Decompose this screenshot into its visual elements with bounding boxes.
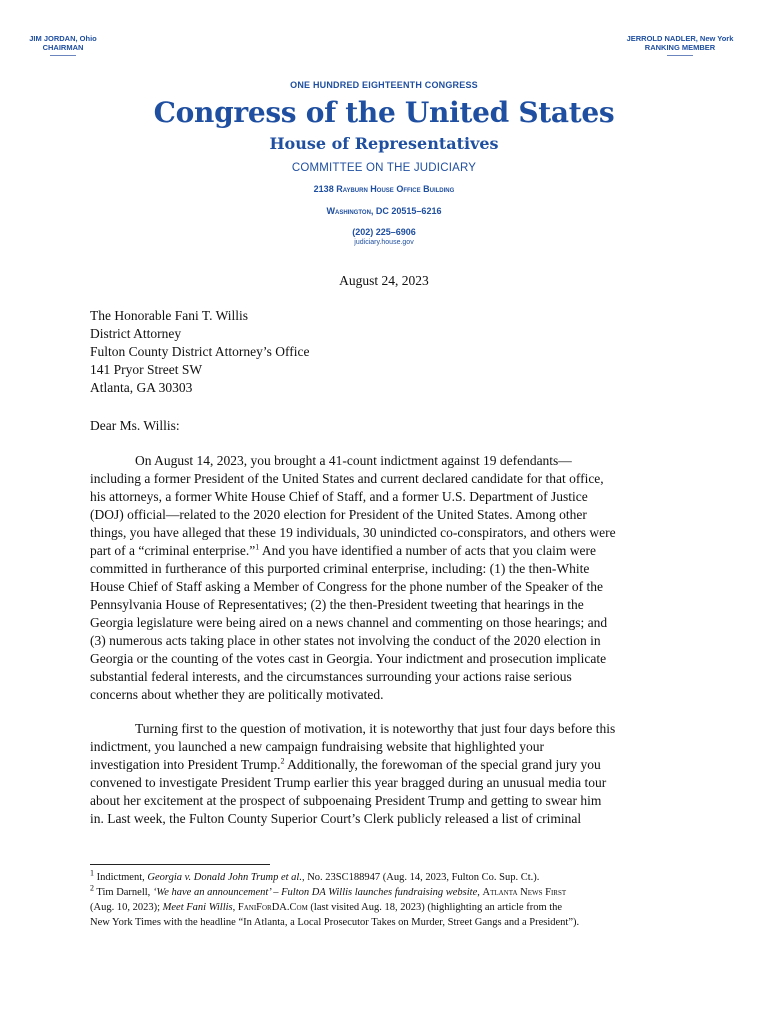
- salutation: Dear Ms. Willis:: [90, 418, 180, 433]
- footnote-text: Indictment,: [94, 872, 148, 883]
- recipient-line: 141 Pryor Street SW: [90, 362, 203, 377]
- office-phone: (202) 225–6906: [352, 227, 416, 237]
- congress-number: ONE HUNDRED EIGHTEENTH CONGRESS: [290, 80, 478, 90]
- ranking-member-title: RANKING MEMBER: [644, 43, 716, 52]
- footnote-divider: [90, 864, 270, 865]
- paragraph-line: his attorneys, a former White House Chief of Staff, and a former U.S. Department of Justice: [90, 489, 588, 504]
- footnote-1: [90, 870, 690, 885]
- recipient-line: Atlanta, GA 30303: [90, 380, 193, 395]
- paragraph-line: concerns about whether they are politically motivated.: [90, 687, 384, 702]
- congress-title: Congress of the United States: [153, 96, 615, 129]
- paragraph-line: [90, 542, 686, 560]
- ranking-member-block: [618, 34, 742, 56]
- footnote-text: (Aug. 10, 2023);: [90, 902, 163, 913]
- paragraph-text: Additionally, the forewoman of the special grand jury you: [284, 757, 601, 772]
- chairman-rule: [50, 55, 76, 56]
- ranking-member-name: JERROLD NADLER, New York: [626, 34, 734, 43]
- paragraph-line: convened to investigate President Trump earlier this year bragged during an unusual media tour: [90, 775, 607, 790]
- footnote-text: Tim Darnell,: [94, 887, 153, 898]
- footnote-mark: 1: [90, 868, 94, 878]
- paragraph-text: part of a “criminal enterprise.”: [90, 543, 256, 558]
- paragraph-line: [90, 756, 686, 774]
- paragraph-line: substantial federal interests, and the circumstances surrounding your actions raise serious: [90, 669, 572, 684]
- footnote-outlet: Atlanta News First: [482, 887, 567, 898]
- paragraph-line: things, you have alleged that these 19 individuals, 30 unindicted co-conspirators, and others were: [90, 525, 616, 540]
- paragraph-2: [90, 720, 686, 828]
- paragraph-line: House Chief of Staff asking a Member of Congress for the phone number of the Speaker of the: [90, 579, 603, 594]
- office-address: 2138 Rayburn House Office Building: [313, 184, 455, 194]
- footnote-text: ,: [232, 902, 238, 913]
- paragraph-line: indictment, you launched a new campaign fundraising website that highlighted your: [90, 739, 545, 754]
- paragraph-1: [90, 452, 686, 704]
- recipient-address: [90, 307, 310, 397]
- chairman-title: CHAIRMAN: [42, 43, 84, 52]
- footnote-2: [90, 885, 690, 900]
- footnote-text: (last visited Aug. 18, 2023) (highlighting an article from the: [307, 902, 563, 913]
- paragraph-line: On August 14, 2023, you brought a 41-count indictment against 19 defendants—: [135, 453, 572, 468]
- footnote-2-cont: [90, 900, 690, 915]
- footnote-case-name: Georgia v. Donald John Trump et al.: [147, 872, 302, 883]
- footnote-site-title: Meet Fani Willis: [162, 902, 233, 913]
- office-city: Washington, DC 20515–6216: [326, 206, 442, 216]
- paragraph-line: including a former President of the United States and current declared candidate for that office,: [90, 471, 604, 486]
- paragraph-line: about her excitement at the prospect of subpoenaing President Trump and getting to swear him: [90, 793, 602, 808]
- footnote-text: ,: [477, 887, 483, 898]
- footnotes: [90, 870, 690, 930]
- footnote-ref-1[interactable]: 1: [255, 542, 260, 552]
- office-website: judiciary.house.gov: [354, 239, 414, 246]
- footnote-article-title: ‘We have an announcement’ – Fulton DA Willis launches fundraising website: [152, 887, 478, 898]
- paragraph-text: investigation into President Trump.: [90, 757, 281, 772]
- paragraph-text: And you have identified a number of acts that you claim were: [259, 543, 596, 558]
- letter-date: August 24, 2023: [339, 273, 429, 288]
- footnote-site: FaniForDA.Com: [237, 902, 308, 913]
- paragraph-line: (3) numerous acts taking place in other states not involving the conduct of the 2020 election in: [90, 633, 601, 648]
- recipient-line: District Attorney: [90, 326, 182, 341]
- footnote-text: , No. 23SC188947 (Aug. 14, 2023, Fulton Co. Sup. Ct.).: [301, 872, 540, 883]
- paragraph-line: Turning first to the question of motivation, it is noteworthy that just four days before this: [135, 721, 616, 736]
- paragraph-line: committed in furtherance of this purported criminal enterprise, including: (1) the then-White: [90, 561, 590, 576]
- chairman-block: [28, 34, 98, 56]
- chairman-name: JIM JORDAN, Ohio: [29, 34, 97, 43]
- footnote-ref-2[interactable]: 2: [280, 756, 285, 766]
- ranking-member-rule: [667, 55, 693, 56]
- paragraph-line: Georgia legislature were being aired on a news channel and commenting on those hearings; and: [90, 615, 608, 630]
- paragraph-line: in. Last week, the Fulton County Superior Court’s Clerk publicly released a list of criminal: [90, 811, 582, 826]
- paragraph-line: Pennsylvania House of Representatives; (2) the then-President tweeting that hearings in the: [90, 597, 584, 612]
- recipient-line: The Honorable Fani T. Willis: [90, 308, 249, 323]
- paragraph-line: Georgia or the counting of the votes cast in Georgia. Your indictment and prosecution implicate: [90, 651, 607, 666]
- paragraph-line: (DOJ) official—related to the 2020 election for President of the United States. Among other: [90, 507, 587, 522]
- recipient-line: Fulton County District Attorney’s Office: [90, 344, 310, 359]
- committee-name: COMMITTEE ON THE JUDICIARY: [291, 162, 477, 174]
- footnote-mark: 2: [90, 883, 94, 893]
- footnote-2-cont: New York Times with the headline “In Atlanta, a Local Prosecutor Takes on Murder, Street Gangs and a President”).: [90, 917, 580, 928]
- house-title: House of Representatives: [269, 134, 499, 153]
